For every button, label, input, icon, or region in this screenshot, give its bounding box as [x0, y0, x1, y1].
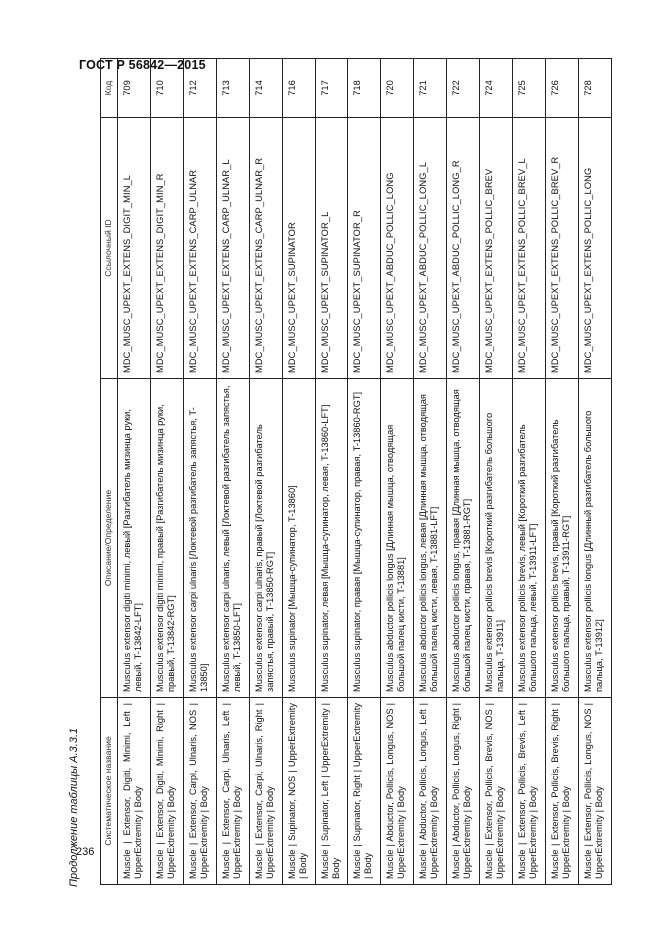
cell-code: 724 [480, 59, 513, 118]
cell-reference-id: MDC_MUSC_UPEXT_EXTENS_CARP_ULNAR_R [249, 118, 282, 379]
cell-description: Musculus extensor pollicis brevis, левый [Короткий разгибатель большого пальца, левый, T-13911-LFT] [513, 379, 546, 698]
cell-reference-id: MDC_MUSC_UPEXT_ABDUC_POLLIC_LONG_L [414, 118, 447, 379]
cell-code: 728 [578, 59, 611, 118]
cell-name: Muscle | Extensor, Pollicis, Brevis, Left | UpperExtremity | Body [513, 698, 546, 885]
cell-description: Musculus supinator, левая [Мышца-супинатор, левая, T-13860-LFT] [315, 379, 348, 698]
column-header-reference-id: Ссылочный ID [101, 118, 118, 379]
cell-description: Musculus extensor digiti minimi, левый [Разгибатель мизинца руки, левый, T-13842-LFT] [118, 379, 151, 698]
cell-name: Muscle | Extensor, Pollicis, Longus, NOS | UpperExtremity | Body [578, 698, 611, 885]
cell-reference-id: MDC_MUSC_UPEXT_EXTENS_POLLIC_BREV_L [513, 118, 546, 379]
cell-name: Muscle | Extensor, Pollicis, Brevis, Right | UpperExtremity | Body [545, 698, 578, 885]
cell-reference-id: MDC_MUSC_UPEXT_EXTENS_POLLIC_LONG [578, 118, 611, 379]
table-row [578, 59, 611, 885]
table-rotated-container [100, 80, 612, 885]
table-row [118, 59, 151, 885]
table-row [315, 59, 348, 885]
cell-code: 722 [447, 59, 480, 118]
table-row [545, 59, 578, 885]
cell-name: Muscle | Supinator, Left | UpperExtremity | Body [315, 698, 348, 885]
table-row [249, 59, 282, 885]
cell-reference-id: MDC_MUSC_UPEXT_SUPINATOR_L [315, 118, 348, 379]
cell-description: Musculus extensor pollicis brevis [Короткий разгибатель большого пальца, T-13911] [480, 379, 513, 698]
cell-reference-id: MDC_MUSC_UPEXT_EXTENS_CARP_ULNAR [183, 118, 216, 379]
table-row [348, 59, 381, 885]
table-row [282, 59, 315, 885]
cell-reference-id: MDC_MUSC_UPEXT_EXTENS_DIGIT_MIN_L [118, 118, 151, 379]
column-header-name: Систематическое название [101, 698, 118, 885]
table-row [381, 59, 414, 885]
table-row [216, 59, 249, 885]
table-header-row [101, 59, 118, 885]
cell-name: Muscle | Supinator, Right | UpperExtremity | Body [348, 698, 381, 885]
cell-reference-id: MDC_MUSC_UPEXT_EXTENS_POLLIC_BREV [480, 118, 513, 379]
cell-name: Muscle | Abductor, Pollicis, Longus, NOS | UpperExtremity | Body [381, 698, 414, 885]
page-number: 236 [76, 846, 95, 858]
table-caption: Продолжение таблицы А.3.3.1 [68, 727, 80, 887]
cell-code: 714 [249, 59, 282, 118]
cell-description: Musculus abductor pollicis longus, левая [Длинная мышца, отводящая большой палец кисти, левая, T-13881-LFT] [414, 379, 447, 698]
data-table [100, 58, 612, 885]
document-title: ГОСТ Р 56842—2015 [79, 58, 206, 72]
table-row [447, 59, 480, 885]
table-row [150, 59, 183, 885]
cell-name: Muscle | Extensor, Carpi, Ulnaris, Right | UpperExtremity | Body [249, 698, 282, 885]
cell-reference-id: MDC_MUSC_UPEXT_ABDUC_POLLIC_LONG [381, 118, 414, 379]
table-row [414, 59, 447, 885]
cell-reference-id: MDC_MUSC_UPEXT_EXTENS_POLLIC_BREV_R [545, 118, 578, 379]
cell-description: Musculus extensor carpi ulnaris, левый [Локтевой разгибатель запястья, левый, T-13850-LFT] [216, 379, 249, 698]
cell-code: 710 [150, 59, 183, 118]
cell-name: Muscle | Supinator, NOS | UpperExtremity | Body [282, 698, 315, 885]
cell-code: 718 [348, 59, 381, 118]
cell-name: Muscle | Extensor, Pollicis, Brevis, NOS | UpperExtremity | Body [480, 698, 513, 885]
cell-description: Musculus extensor carpi ulnaris, правый [Локтевой разгибатель запястья, правый, T-13850-RGT] [249, 379, 282, 698]
cell-name: Muscle | Abductor, Pollicis, Longus, Left | UpperExtremity | Body [414, 698, 447, 885]
cell-reference-id: MDC_MUSC_UPEXT_EXTENS_CARP_ULNAR_L [216, 118, 249, 379]
cell-name: Muscle | Abductor, Pollicis, Longus, Right | UpperExtremity | Body [447, 698, 480, 885]
cell-description: Musculus supinator [Мышца-супинатор, T-13860] [282, 379, 315, 698]
cell-name: Muscle | Extensor, Digiti, Minimi, Right | UpperExtremity | Body [150, 698, 183, 885]
cell-description: Musculus extensor digiti minimi, правый [Разгибатель мизинца руки, правый, T-13842-RGT] [150, 379, 183, 698]
cell-code: 720 [381, 59, 414, 118]
cell-name: Muscle | Extensor, Digiti, Minimi, Left | UpperExtremity | Body [118, 698, 151, 885]
cell-description: Musculus supinator, правая [Мышца-супинатор, правая, T-13860-RGT] [348, 379, 381, 698]
cell-description: Musculus abductor pollicis longus, правая [Длинная мышца, отводящая большой палец кисти, правая, T-13881-RGT] [447, 379, 480, 698]
cell-name: Muscle | Extensor, Carpi, Ulnaris, NOS | UpperExtremity | Body [183, 698, 216, 885]
cell-description: Musculus extensor carpi ulnaris [Локтевой разгибатель запястья, T-13850] [183, 379, 216, 698]
cell-code: 713 [216, 59, 249, 118]
column-header-code: Код [101, 59, 118, 118]
cell-description: Musculus extensor pollicis brevis, правый [Короткий разгибатель большого пальца, правый, T-13911-RGT] [545, 379, 578, 698]
cell-code: 725 [513, 59, 546, 118]
cell-code: 721 [414, 59, 447, 118]
cell-reference-id: MDC_MUSC_UPEXT_SUPINATOR [282, 118, 315, 379]
table-row [183, 59, 216, 885]
cell-description: Musculus abductor pollicis longus [Длинная мышца, отводящая большой палец кисти, T-13881] [381, 379, 414, 698]
cell-code: 709 [118, 59, 151, 118]
cell-code: 726 [545, 59, 578, 118]
cell-code: 716 [282, 59, 315, 118]
cell-description: Musculus extensor pollicis longus [Длинный разгибатель большого пальца, T-13912] [578, 379, 611, 698]
column-header-description: Описание/Определение [101, 379, 118, 698]
table-row [513, 59, 546, 885]
cell-reference-id: MDC_MUSC_UPEXT_ABDUC_POLLIC_LONG_R [447, 118, 480, 379]
cell-code: 717 [315, 59, 348, 118]
cell-code: 712 [183, 59, 216, 118]
cell-name: Muscle | Extensor, Carpi, Ulnaris, Left | UpperExtremity | Body [216, 698, 249, 885]
cell-reference-id: MDC_MUSC_UPEXT_SUPINATOR_R [348, 118, 381, 379]
table-row [480, 59, 513, 885]
cell-reference-id: MDC_MUSC_UPEXT_EXTENS_DIGIT_MIN_R [150, 118, 183, 379]
